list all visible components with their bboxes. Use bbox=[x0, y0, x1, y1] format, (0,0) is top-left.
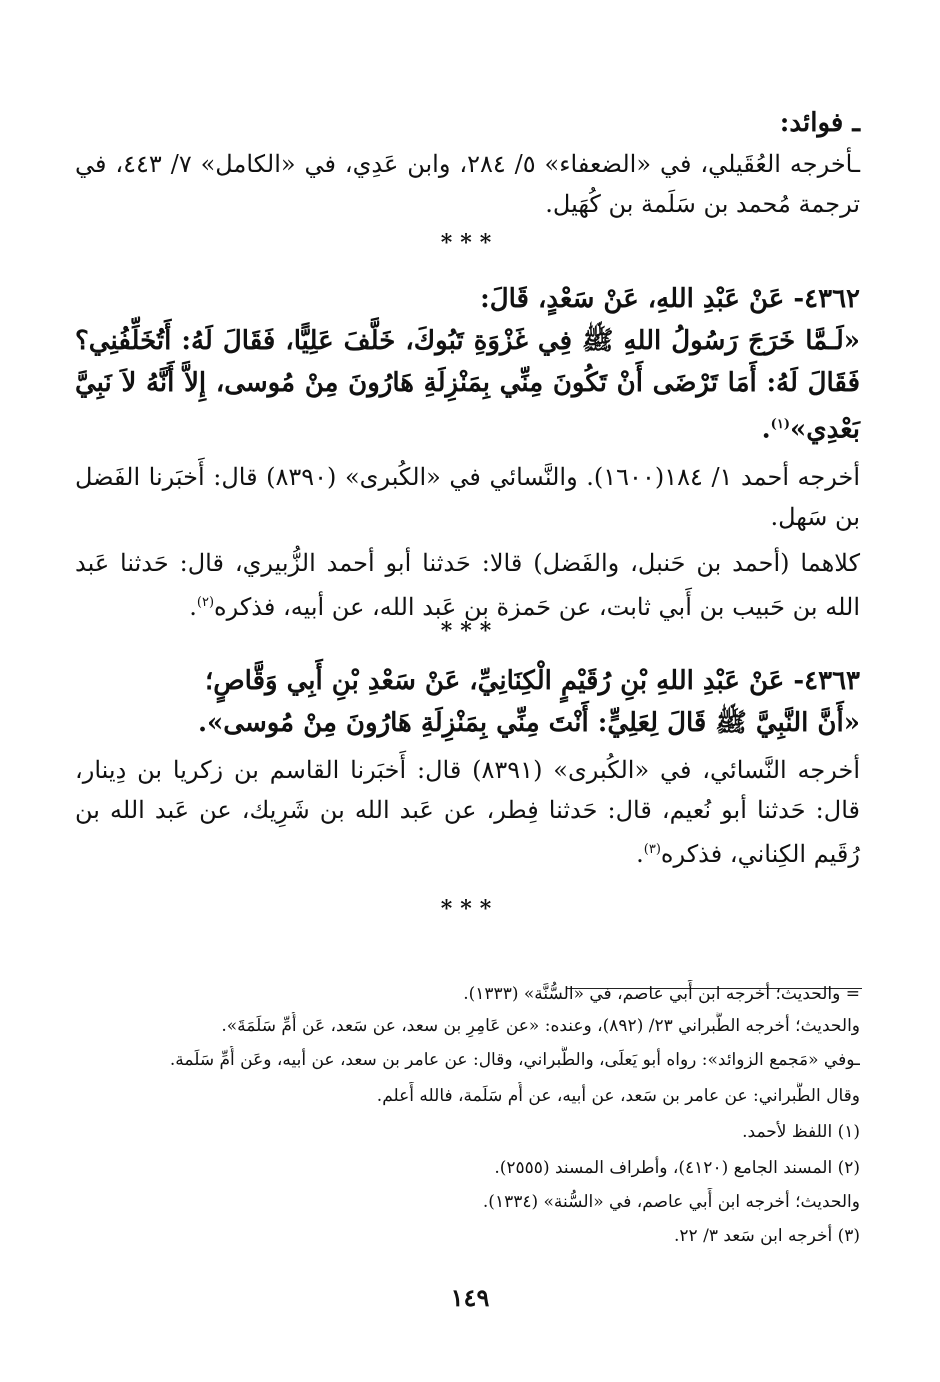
fawaid-section bbox=[75, 102, 860, 224]
footnote-ref-1: (١) bbox=[770, 417, 790, 432]
footnote-line: والحديث؛ أخرجه الطَّبراني ٢٣/ (٨٩٢)، وعنده: «عن عَامِرِ بن سعد، عن سَعد، عَن أُمِّ سَلَمَةَ». bbox=[221, 1016, 860, 1036]
footnote-line: (٢) المسند الجامع (٤١٢٠)، وأطراف المسند (٢٥٥٥). bbox=[494, 1158, 860, 1178]
hadith-4363-heading bbox=[75, 660, 860, 702]
fawaid-heading: ـ فوائد: bbox=[779, 108, 860, 138]
hadith-4362-heading bbox=[75, 278, 860, 320]
footnote-ref-3: (٣) bbox=[643, 842, 661, 857]
footnote-line: (١) اللفظ لأحمد. bbox=[742, 1122, 860, 1142]
footnote-line: ـوفي «مَجمع الزوائد»: رواه أبو يَعلَى، والطَّبراني، وقال: عن عامر بن سعد، عن أبيه، وعَن أُمِّ سَلَمة. bbox=[169, 1050, 860, 1070]
hadith-4362-number: ٤٣٦٢- bbox=[793, 284, 860, 314]
footnote-line: وقال الطَّبراني: عن عامر بن سَعد، عن أبيه، عن أُم سَلَمة، فالله أَعلم. bbox=[376, 1086, 860, 1106]
hadith-4362-takhrij: أخرجه أحمد ١/ ١٨٤(١٦٠٠). والنَّسائي في «الكُبرى» (٨٣٩٠) قال: أَخبَرنا الفَضل بن سَهل. bbox=[75, 462, 861, 531]
hadith-4363-takhrij-para: أخرجه النَّسائي، في «الكُبرى» (٨٣٩١) قال: أَخبَرنا القاسم بن زكريا بن دِينار، قال: حَدثنا أبو نُعيم، قال: حَدثنا فِطر، عن عَبد الله بن شَرِيك، عن عَبد الله بن رُقَيم الكِناني، فذكره$^{(٣)}$. bbox=[75, 756, 860, 868]
footnote-line: = والحديث؛ أخرجه ابن أَبي عاصم، في «السُّنَّة» (١٣٣٣). bbox=[463, 984, 860, 1004]
hadith-4363-isnad: عَنْ عَبْدِ اللهِ بْنِ رُقَيْمٍ الْكِنَانِيِّ، عَنْ سَعْدِ بْنِ أَبِي وَقَّاصٍ؛ bbox=[204, 666, 785, 696]
hadith-4362 bbox=[75, 278, 860, 627]
separator-2: *** bbox=[440, 618, 500, 644]
fawaid-text: ـأخرجه العُقَيلي، في «الضعفاء» ٥/ ٢٨٤، وابن عَدِي، في «الكامل» ٧/ ٤٤٣، في ترجمة مُحمد بن سَلَمة بن كُهَيل. bbox=[75, 150, 860, 218]
footnote-line: (٣) أخرجه ابن سَعد ٣/ ٢٢. bbox=[674, 1226, 860, 1246]
footnote-line: والحديث؛ أخرجه ابن أَبي عاصم، في «السُّنة» (١٣٣٤). bbox=[482, 1192, 860, 1212]
hadith-4362-matn-para: «لَـمَّا خَرَجَ رَسُولُ اللهِ ﷺ فِي غَزْوَةِ تَبُوكَ، خَلَّفَ عَلِيًّا، فَقَالَ لَهُ: أَتُخَلِّفُنِي؟ فَقَالَ لَهُ: أَمَا تَرْضَى أَنْ تَكُونَ مِنِّي بِمَنْزِلَةِ هَارُونَ مِنْ مُوسى، إِلاَّ أَنَّهُ لاَ نَبِيَّ بَعْدِي»$^{(١)}$. bbox=[75, 326, 860, 445]
hadith-4363-number: ٤٣٦٣- bbox=[793, 666, 860, 696]
footnote-ref-2: (٢) bbox=[196, 594, 215, 610]
hadith-4362-chain: كلاهما (أحمد بن حَنبل، والفَضل) قالا: حَدثنا أبو أحمد الزُّبيري، قال: حَدثنا عَبد الله بن حَبيب بن أَبي ثابت، عن حَمزة بن عَبد الله، عن أبيه، فذكره bbox=[75, 548, 860, 621]
hadith-4362-matn: «لَـمَّا خَرَجَ رَسُولُ اللهِ ﷺ فِي غَزْوَةِ تَبُوكَ، خَلَّفَ عَلِيًّا، فَقَالَ لَهُ: أَتُخَلِّفُنِي؟ فَقَالَ لَهُ: أَمَا تَرْضَى أَنْ تَكُونَ مِنِّي بِمَنْزِلَةِ هَارُونَ مِنْ مُوسى، إِلاَّ أَنَّهُ لاَ نَبِيَّ بَعْدِي» bbox=[75, 326, 860, 445]
hadith-4362-chain-para: كلاهما (أحمد بن حَنبل، والفَضل) قالا: حَدثنا أبو أحمد الزُّبيري، قال: حَدثنا عَبد الله بن حَبيب بن أَبي ثابت، عن حَمزة بن عَبد الله، عن أبيه، فذكره$^{(٢)}$. bbox=[75, 548, 860, 621]
hadith-4363-takhrij: أخرجه النَّسائي، في «الكُبرى» (٨٣٩١) قال: أَخبَرنا القاسم بن زكريا بن دِينار، قال: حَدثنا أبو نُعيم، قال: حَدثنا فِطر، عن عَبد الله بن شَرِيك، عن عَبد الله بن رُقَيم الكِناني، فذكره bbox=[75, 756, 860, 868]
hadith-4363-matn: «أَنَّ النَّبِيَّ ﷺ قَالَ لِعَلِيٍّ: أَنْتَ مِنِّي بِمَنْزِلَةِ هَارُونَ مِنْ مُوسى». bbox=[197, 708, 860, 738]
hadith-4363 bbox=[75, 660, 860, 874]
hadith-4362-isnad: عَنْ عَبْدِ اللهِ، عَنْ سَعْدٍ، قَالَ: bbox=[480, 284, 785, 314]
separator-1: *** bbox=[440, 230, 500, 256]
separator-3: *** bbox=[440, 896, 500, 922]
page-number: ١٤٩ bbox=[450, 1283, 490, 1312]
